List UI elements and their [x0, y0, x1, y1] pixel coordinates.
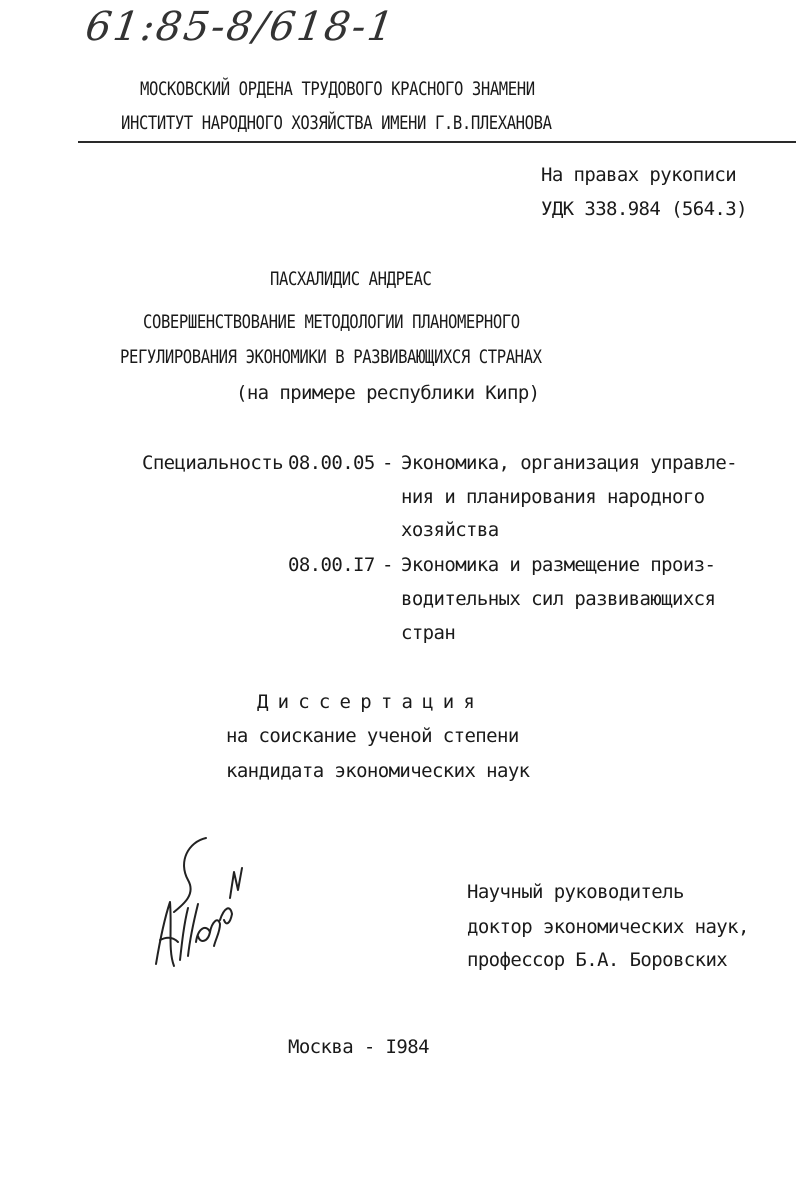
specialty-2-line-3: стран — [401, 622, 456, 644]
supervisor-line-3: профессор Б.А. Боровских — [467, 949, 728, 971]
specialty-2-line-1: Экономика и размещение произ- — [401, 554, 716, 576]
title-line-3: (на примере республики Кипр) — [236, 382, 540, 404]
specialty-1-line-1: Экономика, организация управле- — [401, 452, 738, 474]
title-line-2: РЕГУЛИРОВАНИЯ ЭКОНОМИКИ В РАЗВИВАЮЩИХСЯ СТРАНАХ — [120, 346, 542, 368]
specialty-dash-1: - — [382, 452, 393, 474]
specialty-code-2: 08.00.I7 — [288, 554, 375, 576]
specialty-label: Специальность — [142, 452, 283, 474]
specialty-dash-2: - — [382, 554, 393, 576]
udc-code: УДК 338.984 (564.3) — [541, 198, 747, 220]
manuscript-rights: На правах рукописи — [541, 164, 737, 186]
supervisor-line-1: Научный руководитель — [467, 881, 684, 903]
specialty-code-1: 08.00.05 — [288, 452, 375, 474]
institution-line-1: МОСКОВСКИЙ ОРДЕНА ТРУДОВОГО КРАСНОГО ЗНАМЕНИ — [140, 78, 535, 100]
place-and-year: Москва - I984 — [288, 1036, 429, 1058]
title-line-1: СОВЕРШЕНСТВОВАНИЕ МЕТОДОЛОГИИ ПЛАНОМЕРНОГО — [143, 311, 520, 333]
dissertation-line-2: на соискание ученой степени — [226, 725, 519, 747]
institution-line-2: ИНСТИТУТ НАРОДНОГО ХОЗЯЙСТВА ИМЕНИ Г.В.ПЛЕХАНОВА — [121, 112, 552, 134]
archive-number: 61:85-8/618-1 — [82, 4, 399, 50]
specialty-1-line-2: ния и планирования народного — [401, 486, 705, 508]
author-name: ПАСХАЛИДИС АНДРЕАС — [270, 268, 432, 290]
specialty-2-line-2: водительных сил развивающихся — [401, 588, 716, 610]
header-divider — [78, 141, 796, 143]
dissertation-heading: Диссертация — [257, 691, 485, 713]
dissertation-line-3: кандидата экономических наук — [226, 760, 530, 782]
supervisor-line-2: доктор экономических наук, — [467, 916, 749, 938]
specialty-1-line-3: хозяйства — [401, 519, 499, 541]
handwritten-signature — [140, 828, 250, 978]
